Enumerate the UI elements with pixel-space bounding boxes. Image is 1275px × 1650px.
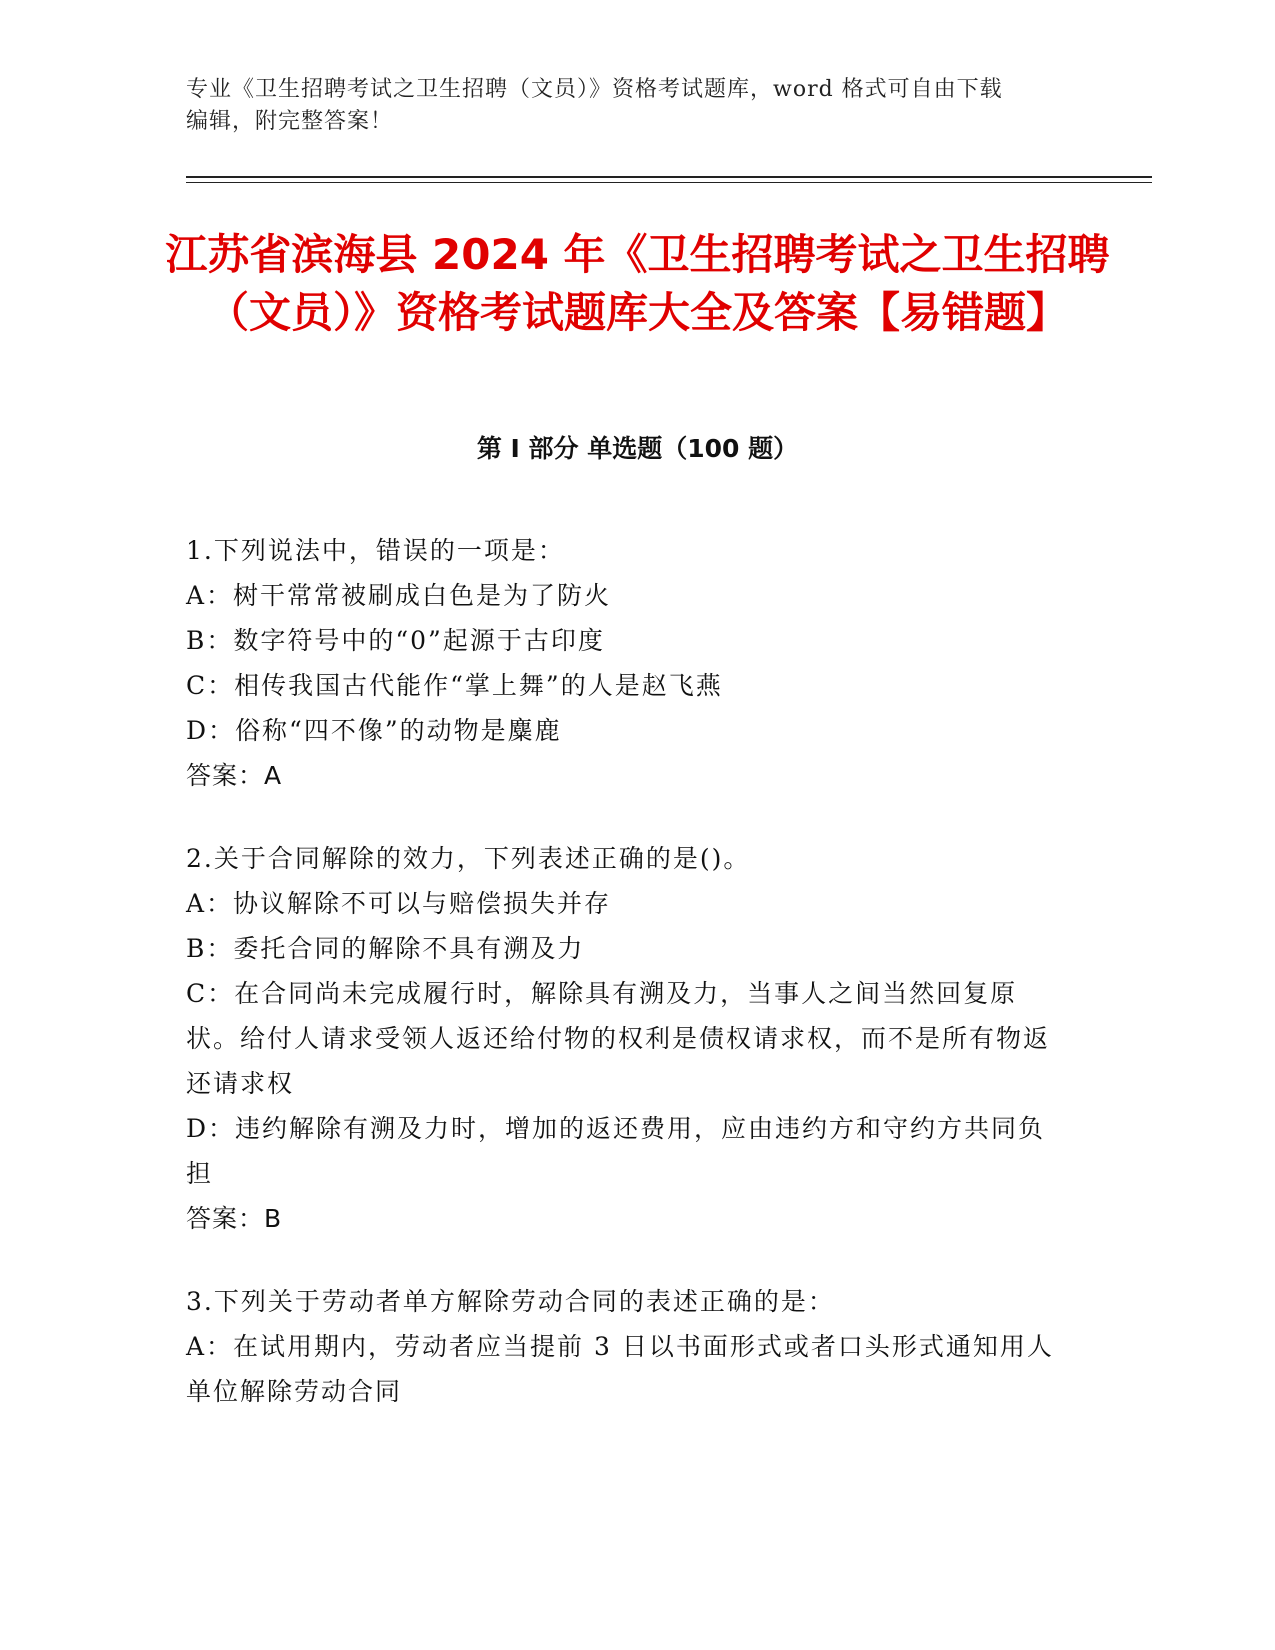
option-b: B：委托合同的解除不具有溯及力 (186, 934, 585, 963)
option-a: A：树干常常被刷成白色是为了防火 (186, 581, 612, 610)
header-note (186, 74, 1086, 138)
answer: 答案：B (186, 1204, 283, 1233)
option-b: B：数字符号中的“0”起源于古印度 (186, 626, 605, 655)
option-c: C：在合同尚未完成履行时，解除具有溯及力，当事人之间当然回复原状。给付人请求受领人返还给付物的权利是债权请求权，而不是所有物返还请求权 (186, 979, 1051, 1098)
answer: 答案：A (186, 761, 283, 790)
option-d: D：俗称“四不像”的动物是麋鹿 (186, 716, 562, 745)
option-a: A：在试用期内，劳动者应当提前 3 日以书面形式或者口头形式通知用人单位解除劳动合同 (186, 1332, 1054, 1406)
header-divider-thick (186, 176, 1152, 178)
header-divider-thin (186, 182, 1152, 183)
question-2 (186, 836, 1066, 1241)
question-stem: 1.下列说法中，错误的一项是： (186, 536, 565, 565)
question-list (186, 528, 1066, 1452)
question-1 (186, 528, 1066, 798)
option-d: D：违约解除有溯及力时，增加的返还费用，应由违约方和守约方共同负担 (186, 1114, 1046, 1188)
document-title: 江苏省滨海县 2024 年《卫生招聘考试之卫生招聘（文员）》资格考试题库大全及答案【易错题】 (165, 230, 1110, 337)
question-3 (186, 1279, 1066, 1414)
question-stem: 3.下列关于劳动者单方解除劳动合同的表述正确的是： (186, 1287, 835, 1316)
header-note-line-2: 编辑，附完整答案！ (186, 109, 394, 134)
option-c: C：相传我国古代能作“掌上舞”的人是赵飞燕 (186, 671, 723, 700)
option-a: A：协议解除不可以与赔偿损失并存 (186, 889, 612, 918)
header-note-line-1: 专业《卫生招聘考试之卫生招聘（文员）》资格考试题库，word 格式可自由下载 (186, 77, 1003, 102)
question-stem: 2.关于合同解除的效力，下列表述正确的是()。 (186, 844, 751, 873)
section-heading: 第 I 部分 单选题（100 题） (476, 434, 799, 463)
